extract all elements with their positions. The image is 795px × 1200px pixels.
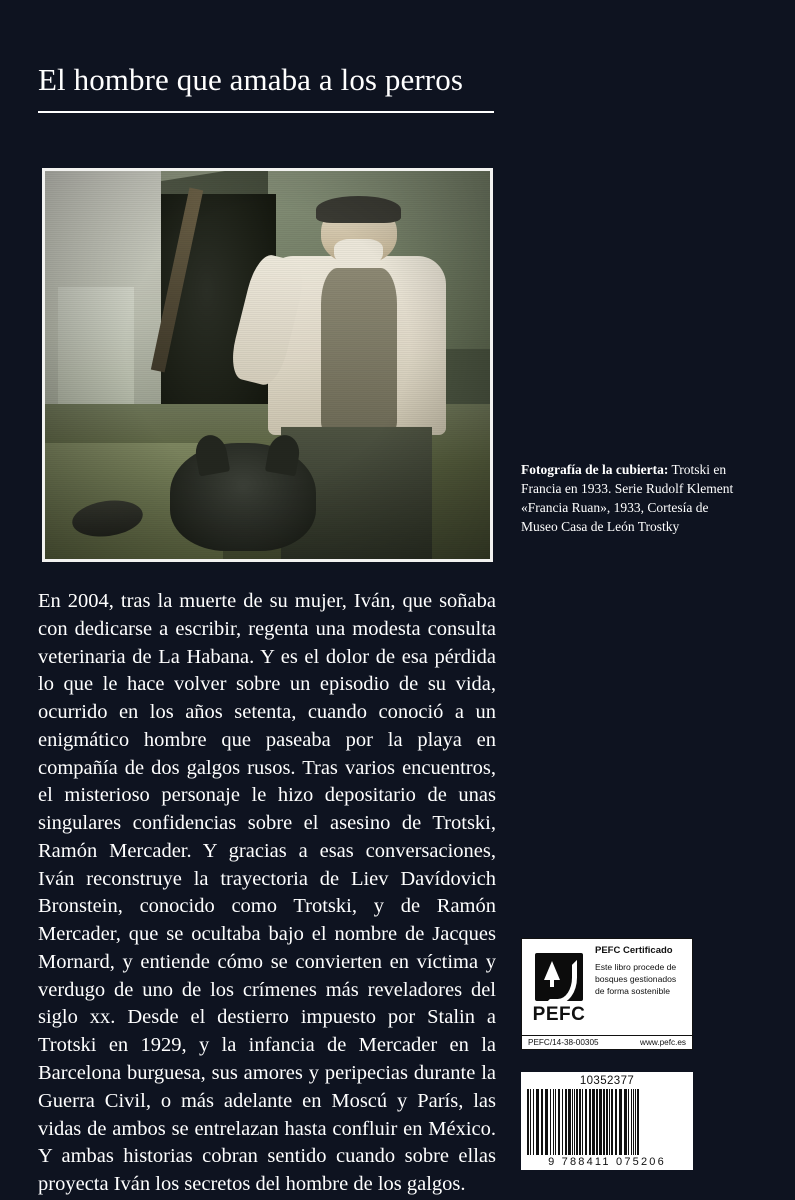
title-divider <box>38 111 494 113</box>
pefc-text-block <box>589 945 686 1033</box>
pefc-code: PEFC/14-38-00305 <box>528 1038 599 1047</box>
photo-vignette-overlay <box>45 171 490 559</box>
pefc-wordmark: PEFC <box>532 1003 586 1025</box>
page-title: El hombre que amaba a los perros <box>38 62 463 97</box>
barcode <box>521 1072 693 1170</box>
cover-photo <box>42 168 493 562</box>
pefc-footer <box>522 1035 692 1049</box>
photo-credit-heading: Fotografía de la cubierta: <box>521 462 669 477</box>
pefc-badge-body <box>522 939 692 1035</box>
pefc-description: Este libro procede de bosques gestionados de forma sostenible <box>595 962 677 996</box>
pefc-certified-label: PEFC Certificado <box>595 945 673 956</box>
pefc-logo <box>529 945 589 1033</box>
barcode-digits: 9 788411 075206 <box>548 1156 666 1168</box>
barcode-bars <box>527 1089 687 1155</box>
back-cover-blurb: En 2004, tras la muerte de su mujer, Iván, que soñaba con dedicarse a escribir, regenta una modesta consulta veterinaria de La Habana. Y es el dolor de esa pérdida lo que le hace volver sobre un episodio de su vida, ocurrido en los años setenta, cuando conoció a un enigmático hombre que paseaba por la playa en compañía de dos galgos rusos. Tras varios encuentros, el misterioso personaje le hizo depositario de unas singulares confidencias sobre el asesino de Trotski, Ramón Mercader. Y gracias a esas conversaciones, Iván reconstruye la trayectoria de Liev Davídovich Bronstein, conocido como Trotski, y de Ramón Mercader, que se ocultaba bajo el nombre de Jacques Mornard, y entiende cómo se convierten en víctima y verdugo de uno de los crímenes más reveladores del siglo xx. Desde el destierro impuesto por Stalin a Trotski en 1929, y la infancia de Mercader en la Barcelona burguesa, sus amores y peripecias durante la Guerra Civil, o más adelante en Moscú y París, las vidas de ambos se entrelazan hasta confluir en México. Y ambas historias cobran sentido cuando sobre ellas proyecta Iván los secretos del hombre de los galgos. <box>38 590 496 1196</box>
cover-photo-image <box>45 171 490 559</box>
photo-credit <box>521 460 741 537</box>
barcode-top-number: 10352377 <box>579 1075 635 1087</box>
photo-credit-text: Trotski en Francia en 1933. Serie Rudolf Klement «Francia Ruan», 1933, Cortesía de Museo Casa de León Trostky <box>521 462 734 535</box>
pefc-tree-icon <box>535 953 583 1001</box>
title-block <box>38 62 498 113</box>
pefc-badge <box>521 938 693 1050</box>
pefc-website[interactable]: www.pefc.es <box>640 1038 686 1047</box>
